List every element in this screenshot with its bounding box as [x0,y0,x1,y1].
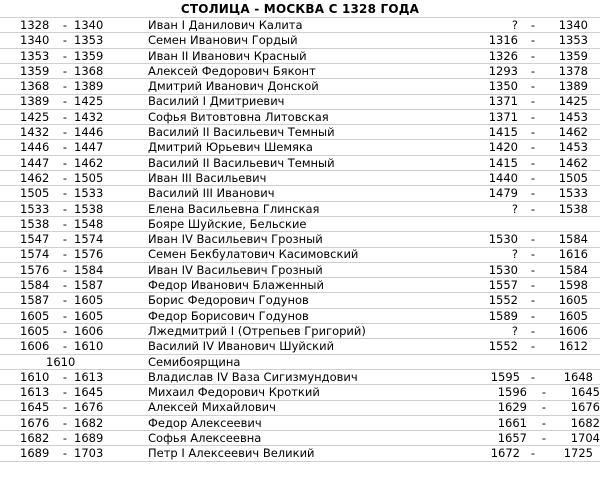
life-dash: - [530,369,536,384]
life-birth: 1530 [488,262,518,277]
ruler-name: Елена Васильевна Глинская [148,201,320,216]
table-row [0,156,600,171]
table-row [0,278,600,293]
reign-start: 1676 [20,415,50,430]
reign-dash: - [62,323,68,338]
reign-start: 1389 [20,94,50,109]
reign-dash: - [62,308,68,323]
reign-start: 1462 [20,170,50,185]
table-row [0,64,600,79]
reign-end: 1605 [74,308,104,323]
reign-dash: - [62,94,68,109]
life-death: 1704 [570,431,600,446]
table-row [0,247,600,262]
reign-dash: - [62,293,68,308]
life-death: 1612 [558,339,588,354]
reign-end: 1610 [74,339,104,354]
reign-end: 1676 [74,400,104,415]
reign-start: 1425 [20,109,50,124]
ruler-name: Иван IV Васильевич Грозный [148,232,323,247]
life-dash: - [530,293,536,308]
reign-end: 1548 [74,216,104,231]
table-row [0,186,600,201]
reign-dash: - [62,125,68,140]
life-birth: 1596 [497,385,527,400]
reign-dash: - [62,216,68,231]
ruler-name: Алексей Федорович Бяконт [148,63,316,78]
life-dash: - [530,339,536,354]
life-birth: 1552 [488,293,518,308]
life-death: 1538 [558,201,588,216]
ruler-name: Софья Витовтовна Литовская [148,109,329,124]
ruler-name: Алексей Михайлович [148,400,276,415]
life-death: 1533 [558,186,588,201]
ruler-name: Иван IV Васильевич Грозный [148,262,323,277]
reign-dash: - [62,170,68,185]
life-dash: - [530,140,536,155]
table-row [0,355,600,370]
table-row [0,232,600,247]
reign-start: 1533 [20,201,50,216]
reign-start: 1576 [20,262,50,277]
reign-end: 1689 [74,431,104,446]
life-death: 1605 [558,308,588,323]
life-birth: 1479 [488,186,518,201]
life-birth: 1415 [488,125,518,140]
life-birth: 1371 [488,109,518,124]
ruler-name: Семен Иванович Гордый [148,33,298,48]
life-death: 1606 [558,323,588,338]
table-row [0,125,600,140]
reign-end: 1447 [74,140,104,155]
reign-end: 1606 [74,323,104,338]
reign-dash: - [62,339,68,354]
table-row [0,400,600,415]
reign-start: 1446 [20,140,50,155]
life-dash: - [530,170,536,185]
life-death: 1648 [563,369,593,384]
reign-dash: - [62,385,68,400]
table-row [0,293,600,308]
ruler-name: Михаил Федорович Кроткий [148,385,320,400]
life-dash: - [530,155,536,170]
reign-start: 1605 [20,308,50,323]
ruler-name: Семибоярщина [148,354,241,369]
reign-start: 1605 [20,323,50,338]
life-dash: - [530,94,536,109]
reign-dash: - [62,400,68,415]
life-dash: - [530,323,536,338]
life-birth: 1326 [488,48,518,63]
life-dash: - [541,431,547,446]
reign-end: 1613 [74,369,104,384]
table-row [0,140,600,155]
life-death: 1378 [558,63,588,78]
life-birth: 1657 [497,431,527,446]
life-dash: - [530,109,536,124]
life-death: 1353 [558,33,588,48]
life-birth: 1371 [488,94,518,109]
life-dash: - [530,186,536,201]
reign-end: 1682 [74,415,104,430]
life-death: 1389 [558,79,588,94]
reign-dash: - [62,201,68,216]
reign-start: 1613 [20,385,50,400]
reign-dash: - [62,232,68,247]
reign-dash: - [62,415,68,430]
ruler-name: Василий I Дмитриевич [148,94,285,109]
page-title: СТОЛИЦА - МОСКВА С 1328 ГОДА [180,2,420,16]
reign-end: 1389 [74,79,104,94]
reign-dash: - [62,186,68,201]
reign-dash: - [62,109,68,124]
life-death: 1462 [558,155,588,170]
life-dash: - [541,415,547,430]
life-dash: - [530,201,536,216]
reign-dash: - [62,431,68,446]
ruler-name: Иван II Иванович Красный [148,48,307,63]
table-row [0,309,600,324]
reign-dash: - [62,63,68,78]
life-birth: 1415 [488,155,518,170]
life-dash: - [530,63,536,78]
reign-end: 1432 [74,109,104,124]
reign-end: 1368 [74,63,104,78]
life-dash: - [530,125,536,140]
life-dash: - [530,232,536,247]
ruler-name: Дмитрий Иванович Донской [148,79,319,94]
life-birth: 1595 [490,369,520,384]
life-birth: 1350 [488,79,518,94]
ruler-name: Василий II Васильевич Темный [148,155,335,170]
ruler-name: Семен Бекбулатович Касимовский [148,247,359,262]
life-dash: - [530,278,536,293]
ruler-name: Иван III Васильевич [148,170,267,185]
ruler-name: Владислав IV Ваза Сигизмундович [148,369,358,384]
life-dash: - [530,33,536,48]
reign-end: 1538 [74,201,104,216]
reign-dash: - [62,140,68,155]
reign-start: 1584 [20,278,50,293]
life-death: 1359 [558,48,588,63]
table-row [0,431,600,446]
table-row [0,33,600,48]
reign-start: 1538 [20,216,50,231]
ruler-name: Бояре Шуйские, Бельские [148,216,307,231]
life-birth: 1316 [488,33,518,48]
table-row [0,324,600,339]
life-death: 1453 [558,109,588,124]
table-row [0,385,600,400]
life-dash: - [530,308,536,323]
reign-start: 1645 [20,400,50,415]
life-birth: 1552 [488,339,518,354]
life-death: 1505 [558,170,588,185]
reign-end: 1584 [74,262,104,277]
life-death: 1462 [558,125,588,140]
life-dash: - [530,247,536,262]
reign-start: 1368 [20,79,50,94]
life-death: 1676 [570,400,600,415]
ruler-name: Василий II Васильевич Темный [148,125,335,140]
table-row [0,416,600,431]
life-death: 1584 [558,232,588,247]
reign-dash: - [62,247,68,262]
ruler-name: Лжедмитрий I (Отрепьев Григорий) [148,323,366,338]
table-row [0,202,600,217]
life-birth: 1440 [488,170,518,185]
life-birth: 1661 [497,415,527,430]
life-death: 1584 [558,262,588,277]
reign-start: 1432 [20,125,50,140]
reign-start: 1587 [20,293,50,308]
reign-dash: - [62,262,68,277]
ruler-name: Иван I Данилович Калита [148,18,303,32]
life-birth: 1672 [490,446,520,461]
reign-end: 1462 [74,155,104,170]
reign-end: 1425 [74,94,104,109]
life-death: 1645 [570,385,600,400]
reign-start: 1689 [20,446,50,461]
life-death: 1453 [558,140,588,155]
reign-start: 1610 [46,354,76,369]
life-birth: 1530 [488,232,518,247]
reign-end: 1446 [74,125,104,140]
life-dash: - [541,400,547,415]
table-row [0,18,600,33]
reign-end: 1574 [74,232,104,247]
table-row [0,94,600,109]
ruler-name: Федор Алексеевич [148,415,262,430]
table-row [0,79,600,94]
reign-end: 1505 [74,170,104,185]
reign-start: 1610 [20,369,50,384]
ruler-name: Софья Алексеевна [148,431,262,446]
reign-start: 1505 [20,186,50,201]
reign-end: 1645 [74,385,104,400]
life-birth: 1629 [497,400,527,415]
reign-start: 1447 [20,155,50,170]
ruler-name: Федор Борисович Годунов [148,308,309,323]
life-birth: 1589 [488,308,518,323]
ruler-name: Василий III Иванович [148,186,275,201]
life-death: 1682 [570,415,600,430]
reign-start: 1328 [20,18,50,32]
life-dash: - [530,262,536,277]
life-dash: - [530,48,536,63]
reign-start: 1353 [20,48,50,63]
table-row [0,339,600,354]
ruler-name: Борис Федорович Годунов [148,293,309,308]
reign-end: 1353 [74,33,104,48]
life-death: 1605 [558,293,588,308]
reign-start: 1682 [20,431,50,446]
life-birth: ? [511,247,518,262]
life-death: 1425 [558,94,588,109]
life-death: 1598 [558,278,588,293]
reign-dash: - [62,278,68,293]
life-dash: - [530,446,536,461]
reign-end: 1359 [74,48,104,63]
ruler-name: Дмитрий Юрьевич Шемяка [148,140,313,155]
reign-start: 1547 [20,232,50,247]
reign-dash: - [62,369,68,384]
reign-end: 1533 [74,186,104,201]
table-row [0,49,600,64]
life-death: 1616 [558,247,588,262]
reign-dash: - [62,446,68,461]
ruler-name: Петр I Алексеевич Великий [148,446,315,461]
life-death: 1725 [563,446,593,461]
table-row [0,370,600,385]
life-birth: 1420 [488,140,518,155]
life-birth: ? [511,201,518,216]
ruler-name: Федор Иванович Блаженный [148,278,324,293]
reign-end: 1340 [74,18,104,32]
reign-end: 1703 [74,446,104,461]
table-row [0,217,600,232]
reign-start: 1574 [20,247,50,262]
reign-start: 1359 [20,63,50,78]
table-row [0,446,600,461]
table-row [0,110,600,125]
reign-dash: - [62,48,68,63]
life-dash: - [541,385,547,400]
life-birth: 1557 [488,278,518,293]
ruler-name: Василий IV Иванович Шуйский [148,339,335,354]
reign-end: 1576 [74,247,104,262]
life-birth: ? [511,323,518,338]
life-birth: 1293 [488,63,518,78]
table-row [0,263,600,278]
reign-end: 1605 [74,293,104,308]
reign-dash: - [62,18,68,32]
reign-start: 1606 [20,339,50,354]
reign-start: 1340 [20,33,50,48]
reign-end: 1587 [74,278,104,293]
reign-dash: - [62,155,68,170]
reign-dash: - [62,33,68,48]
table-row [0,171,600,186]
rulers-table [0,18,600,462]
life-dash: - [530,18,536,32]
life-birth: ? [511,18,518,32]
reign-dash: - [62,79,68,94]
life-death: 1340 [558,18,588,32]
life-dash: - [530,79,536,94]
